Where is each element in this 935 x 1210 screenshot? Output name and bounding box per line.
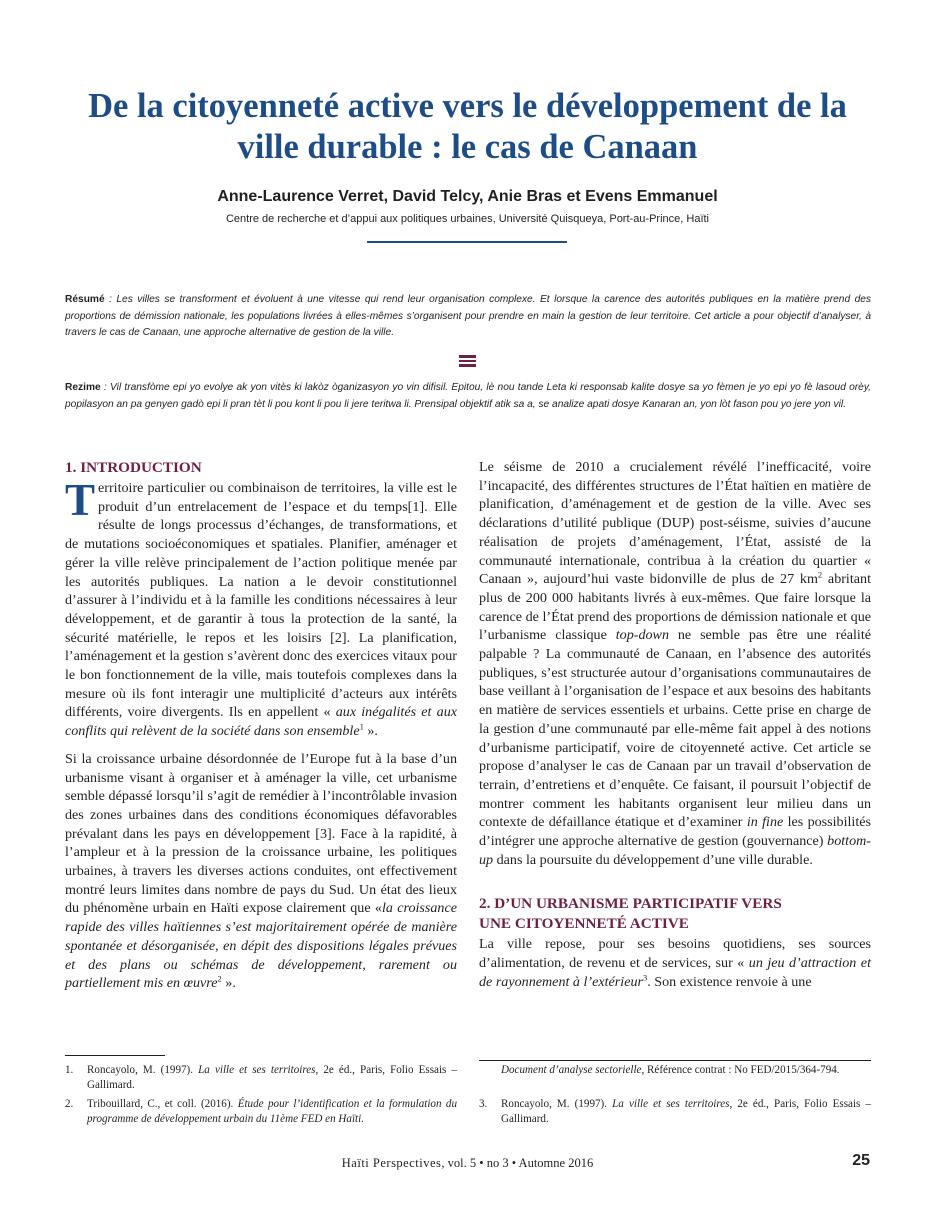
abstract-creole-label: Rezime — [65, 382, 101, 393]
running-footer — [200, 1156, 735, 1171]
title-divider — [367, 241, 567, 243]
intro-paragraph-2: Si la croissance urbaine désordonnée de l’Europe fut à la base d’un urbanisme visant à organiser et à aménager la ville, cet urbanisme semble dépassé lorsqu’il s’agit de remédier à l’incontrôlable invasion des zones urbaines dans des conditions économiques défavorables prévalant dans les pays en développement [3]. Face à la rapidité, à l’ampleur et à la pression de la croissance urbaine, les politiques urbaines, à travers les diverses actions conduites, ont effectivement montré leurs limites dans nombre de pays du Sud. Un état des lieux du phénomène urbain en Haïti expose clairement que «la croissance rapide des villes haïtiennes s’est majoritairement opérée de manière spontanée et désorganisée, en dépit des dispositions légales prévues et des plans ou schémas de développement, rarement ou partiellement mis en œuvre$^2$ ». — [65, 750, 457, 992]
drop-cap: T — [65, 475, 96, 525]
section-heading-introduction: 1. INTRODUCTION — [65, 459, 202, 476]
abstract-french — [65, 292, 871, 342]
footnote-ref-2: 2 — [217, 973, 222, 984]
footnote-divider-right — [479, 1060, 871, 1061]
section-2-paragraph-1: La ville repose, pour ses besoins quotidiens, ses sources d’alimentation, de revenu et de services, sur « un jeu d’attraction et de rayonnement à l’extérieur$^3$. Son existence renvoie à une — [479, 936, 871, 990]
abstract-french-label: Résumé — [65, 294, 105, 305]
footnote-2-continued: Document d’analyse sectorielle, Référence contrat : No FED/2015/364-794. — [501, 1064, 840, 1076]
abstract-creole — [65, 380, 871, 413]
footnote-2: 2. Tribouillard, C., et coll. (2016). Étude pour l’identification et la formulation du programme de développement urbain du 11ème FED en Haïti. — [65, 1098, 457, 1125]
issue-info: , vol. 5 • no 3 • Automne 2016 — [441, 1156, 594, 1170]
right-column — [479, 458, 871, 1001]
abstract-creole-text: : Vil transfòme epi yo evolye ak yon vitès ki lakòz òganizasyon yo vin difisil. Epitou, lè nou tande Leta ki responsab kalite dosye sa yo fèmen je yo epi yo fè lasoud orèy, popilasyon an pa genyen gadò epi li pran tèt li pou kont li pou li jere teritwa li. Prensipal objektif atik sa a, se analize apati dosye Kanaran an, yon lòt fason pou yo jere yon vil. — [65, 382, 871, 410]
article-title: De la citoyenneté active vers le développement de la ville durable : le cas de Canaan — [88, 87, 847, 166]
intro-paragraph-1: Territoire particulier ou combinaison de territoires, la ville est le produit d’un entrelacement de l’espace et du temps[1]. Elle résulte de longs processus d’échanges, de transformations, et de mutations socioéconomiques et spatiales. Planifier, aménager et gérer la ville relève principalement de l’action politique menée par les autorités publiques. La nation a le devoir constitutionnel d’assurer à l’individu et à la famille les conditions nécessaires à leur développement, et de garantir à tous la protection de la santé, la sécurité matérielle, le repos et les loisirs [2]. La planification, l’aménagement et la gestion s’avèrent donc des exercices vitaux pour le bon fonctionnement de la ville, mais toutefois complexes dans la mesure où ils font interagir une multiplicité d’acteurs aux intérêts différents, voire divergents. Ils en appellent « aux inégalités et aux conflits qui relèvent de la société dans son ensemble$^1$ ». — [65, 475, 457, 740]
left-column — [65, 458, 457, 1002]
journal-name: Haïti Perspectives — [341, 1156, 442, 1170]
triple-bar-ornament-icon — [459, 355, 476, 369]
section-heading-2: 2. D’UN URBANISME PARTICIPATIF VERS UNE CITOYENNETÉ ACTIVE — [479, 895, 782, 933]
footnote-ref-1: 1 — [359, 721, 364, 732]
footnote-ref-3: 3 — [642, 972, 648, 983]
right-paragraph-1: Le séisme de 2010 a crucialement révélé l’inefficacité, voire l’incapacité, des différentes structures de l’État haïtien en matière de planification, d’aménagement et de gestion de la ville. Avec ses déclarations d’utilité publique (DUP) post-séisme, suivies d’aucune réalisation de projets d’aménagement, l’État, assisté de la communauté internationale, contribua à la création du quartier « Canaan », aujourd’hui vaste bidonville de plus de 27 $km^2$ abritant plus de 200 000 habitants livrés à eux-mêmes. Que faire lorsque la carence de l’État prend des proportions de démission nationale et que l’urbanisme classique top-down ne semble pas être une réalité palpable ? La communauté de Canaan, en l’absence des autorités publiques, s’est structurée autour d’organisations communautaires de base veillant à l’organisation de l’espace et aux besoins des habitants en matière de services essentiels et urbains. Cette prise en charge de la gestion d’une communauté par elle-même fait appel à des notions d’urbanisme participatif, voire de citoyenneté active. Cet article se propose d’analyser le cas de Canaan par un travail d’observation de terrain, d’entretiens et d’enquête. Ce faisant, il poursuit l’objectif de montrer comment les habitants organisent leur milieu dans un contexte de défaillance étatique et d’examiner in fine les possibilités d’intégrer une approche alternative de gestion (gouvernance) bottom-up dans la poursuite du développement d’une ville durable. — [479, 459, 871, 868]
footnote-1: 1. Roncayolo, M. (1997). La ville et ses territoires, 2e éd., Paris, Folio Essais – Gallimard. — [65, 1064, 457, 1091]
authors: Anne-Laurence Verret, David Telcy, Anie Bras et Evens Emmanuel — [217, 188, 718, 205]
footnote-3: 3. Roncayolo, M. (1997). La ville et ses territoires, 2e éd., Paris, Folio Essais – Gallimard. — [479, 1098, 871, 1125]
abstract-french-text: : Les villes se transforment et évoluent à une vitesse qui rend leur organisation complexe. Et lorsque la carence des autorités publiques en la matière prend des proportions de démission nationale, les populations livrées à elles-mêmes s’organisent pour prendre en main la gestion de leur territoire. Cet article a pour objectif d’analyser, à travers le cas de Canaan, une approche alternative de gestion de la ville. — [65, 294, 871, 338]
page-number: 25 — [852, 1152, 870, 1169]
footnote-divider-left — [65, 1055, 165, 1056]
affiliation: Centre de recherche et d’appui aux politiques urbaines, Université Quisqueya, Port-au-Prince, Haïti — [225, 213, 710, 225]
